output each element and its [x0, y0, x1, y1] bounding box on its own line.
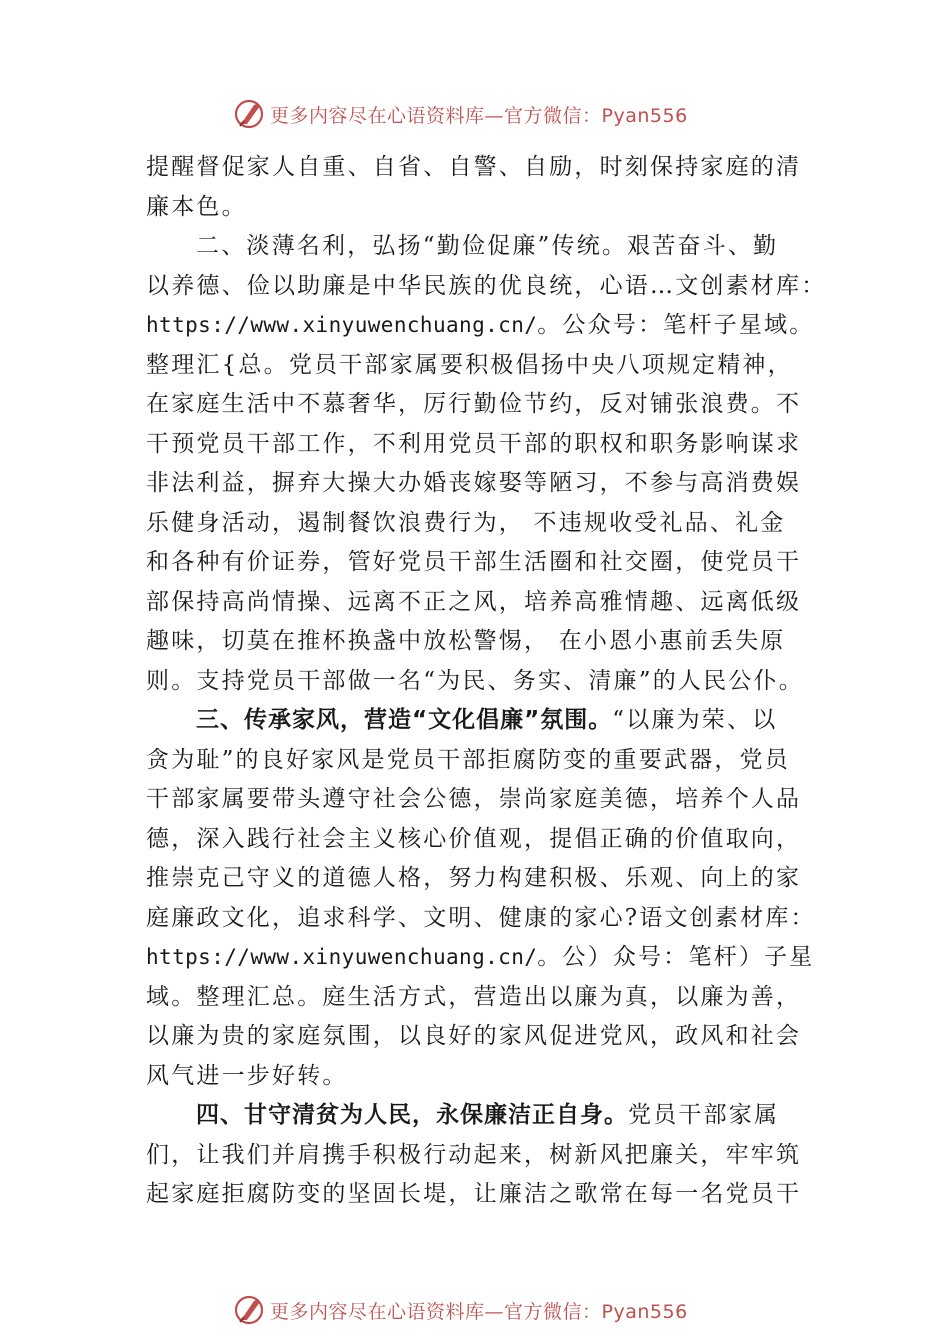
section-two-paragraph: 二、淡薄名利，弘扬“勤俭促廉”传统。艰苦奋斗、勤 — [196, 233, 779, 259]
body-text: 党员干部家属 — [628, 1102, 780, 1128]
quill-pen-logo-icon — [232, 97, 266, 131]
quill-pen-logo-icon — [232, 1293, 266, 1327]
footer-banner — [232, 1292, 732, 1328]
body-line: 贪为耻”的良好家风是党员干部拒腐防变的重要武器，党员 — [146, 746, 790, 773]
header-banner-text — [270, 101, 688, 128]
body-line: 德，深入践行社会主义核心价值观，提倡正确的价值取向， — [146, 825, 802, 852]
document-body — [146, 148, 827, 1215]
section-four-heading: 四、甘守清贫为人民，永保廉洁正自身。 — [196, 1102, 628, 1128]
header-banner-dash: — — [484, 104, 505, 127]
body-text: “以廉为荣、以 — [612, 707, 778, 733]
footer-banner-text — [270, 1297, 688, 1324]
body-line: 和各种有价证券，管好党员干部生活圈和社交圈，使党员干 — [146, 549, 802, 575]
body-line: 部保持高尚情操、远离不正之风，培养高雅情趣、远离低级 — [146, 588, 802, 615]
body-line: 干预党员干部工作，不利用党员干部的职权和职务影响谋求 — [146, 430, 802, 457]
body-line: 起家庭拒腐防变的坚固长堤，让廉洁之歌常在每一名党员干 — [146, 1181, 802, 1207]
body-line: 风气进一步好转。 — [146, 1062, 348, 1089]
section-three-heading: 三、传承家风，营造“文化倡廉”氛围。 — [196, 707, 613, 733]
section-three-heading-line — [146, 701, 816, 741]
body-line: 们，让我们并肩携手积极行动起来，树新风把廉关，牢牢筑 — [146, 1141, 802, 1168]
body-text: 。公众号：笔杆子星域。 — [537, 312, 815, 338]
header-banner — [232, 96, 732, 132]
body-line: 以养德、俭以助廉是中华民族的优良统，心语…文创素材库： — [146, 272, 827, 299]
footer-banner-dash: — — [484, 1300, 505, 1323]
body-line: 廉本色。 — [146, 193, 247, 220]
body-line: 乐健身活动，遏制餐饮浪费行为， 不违规收受礼品、礼金 — [146, 509, 786, 536]
body-line: 推崇克己守义的道德人格，努力构建积极、乐观、向上的家 — [146, 865, 802, 891]
body-line: 趣味，切莫在推杯换盏中放松警惕， 在小恩小惠前丢失原 — [146, 628, 786, 654]
body-line: 非法利益，摒弃大操大办婚丧嫁娶等陋习，不参与高消费娱 — [146, 470, 802, 496]
body-line: 整理汇{总。党员干部家属要积极倡扬中央八项规定精神， — [146, 351, 793, 378]
url-text: https://www.xinyuwenchuang.cn/ — [146, 945, 538, 969]
header-wechat-id: Pyan556 — [601, 104, 688, 127]
section-four-heading-line — [146, 1096, 816, 1136]
body-line: 以廉为贵的家庭氛围，以良好的家风促进党风，政风和社会 — [146, 1023, 802, 1049]
header-banner-title: 更多内容尽在心语资料库 — [270, 104, 485, 127]
footer-banner-title: 更多内容尽在心语资料库 — [270, 1300, 485, 1323]
body-line — [146, 306, 816, 346]
body-text: 。公）众号：笔杆）子星 — [537, 944, 815, 970]
body-line: 则。支持党员干部做一名“为民、务实、清廉”的人民公仆。 — [146, 667, 804, 694]
footer-wechat-id: Pyan556 — [601, 1300, 688, 1323]
body-line: 干部家属要带头遵守社会公德，崇尚家庭美德，培养个人品 — [146, 786, 802, 812]
footer-wechat-label: 官方微信： — [504, 1300, 602, 1323]
body-line: 庭廉政文化，追求科学、文明、健康的家心?语文创素材库： — [146, 904, 816, 931]
url-text: https://www.xinyuwenchuang.cn/ — [146, 313, 538, 337]
body-line: 在家庭生活中不慕奢华，厉行勤俭节约，反对铺张浪费。不 — [146, 391, 802, 417]
body-line: 域。整理汇总。庭生活方式，营造出以廉为真，以廉为善， — [146, 983, 802, 1010]
body-line: 提醒督促家人自重、自省、自警、自励，时刻保持家庭的清 — [146, 154, 802, 180]
header-wechat-label: 官方微信： — [504, 104, 602, 127]
body-line — [146, 938, 816, 978]
